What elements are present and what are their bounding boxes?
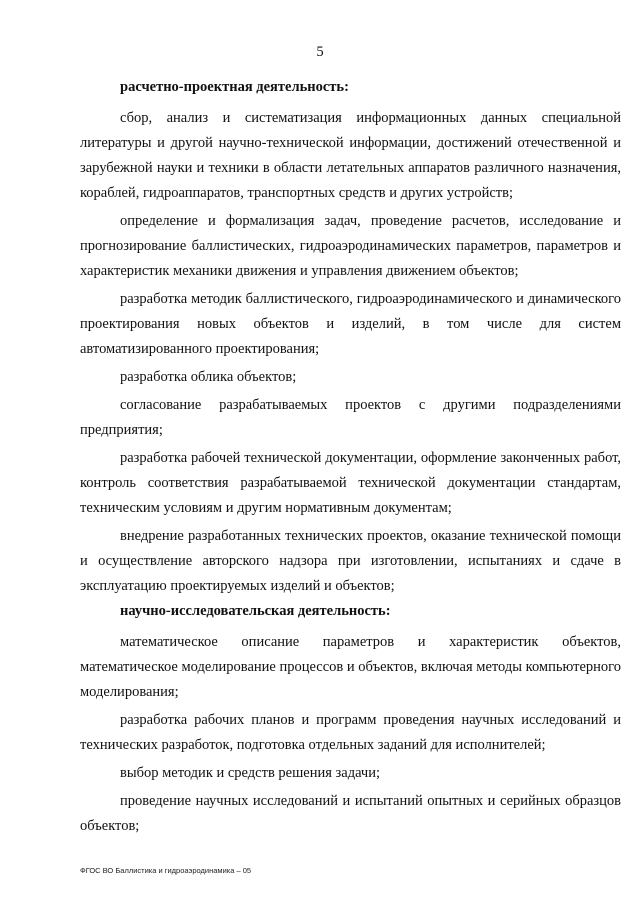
paragraph: математическое описание параметров и характеристик объектов, математическое моделирование процессов и объектов, включая методы компьютерного моделирования; (80, 634, 621, 700)
section-heading-research: научно-исследовательская деятельность: (120, 603, 391, 619)
paragraph: разработка методик баллистического, гидроаэродинамического и динамического проектирования новых объектов и изделий, в том числе для систем автоматизированного проектирования; (80, 291, 621, 357)
paragraph: выбор методик и средств решения задачи; (120, 765, 381, 781)
paragraph: внедрение разработанных технических проектов, оказание технической помощи и осуществление авторского надзора при изготовлении, испытаниях и сдаче в эксплуатацию проектируемых изделий и объектов; (80, 528, 621, 594)
paragraph: разработка облика объектов; (120, 369, 297, 385)
paragraph: согласование разрабатываемых проектов с другими подразделениями предприятия; (80, 397, 621, 438)
paragraph: определение и формализация задач, проведение расчетов, исследование и прогнозирование баллистических, гидроаэродинамических параметров, параметров и характеристик механики движения и управления движением объектов; (80, 213, 621, 279)
document-body (80, 76, 621, 842)
paragraph: проведение научных исследований и испытаний опытных и серийных образцов объектов; (80, 793, 621, 834)
paragraph: разработка рабочих планов и программ проведения научных исследований и технических разработок, подготовка отдельных заданий для исполнителей; (80, 712, 621, 753)
paragraph: разработка рабочей технической документации, оформление законченных работ, контроль соответствия разрабатываемой технической документации стандартам, техническим условиям и другим нормативным документам; (80, 450, 621, 516)
section-heading-design: расчетно-проектная деятельность: (120, 79, 349, 95)
paragraph: сбор, анализ и систематизация информационных данных специальной литературы и другой научно-технической информации, достижений отечественной и зарубежной науки и техники в области летательных аппаратов различного назначения, кораблей, гидроаппаратов, транспортных средств и других устройств; (80, 110, 621, 201)
footer-text: ФГОС ВО Баллистика и гидроаэродинамика – 05 (80, 866, 252, 875)
page-number: 5 (316, 44, 324, 60)
